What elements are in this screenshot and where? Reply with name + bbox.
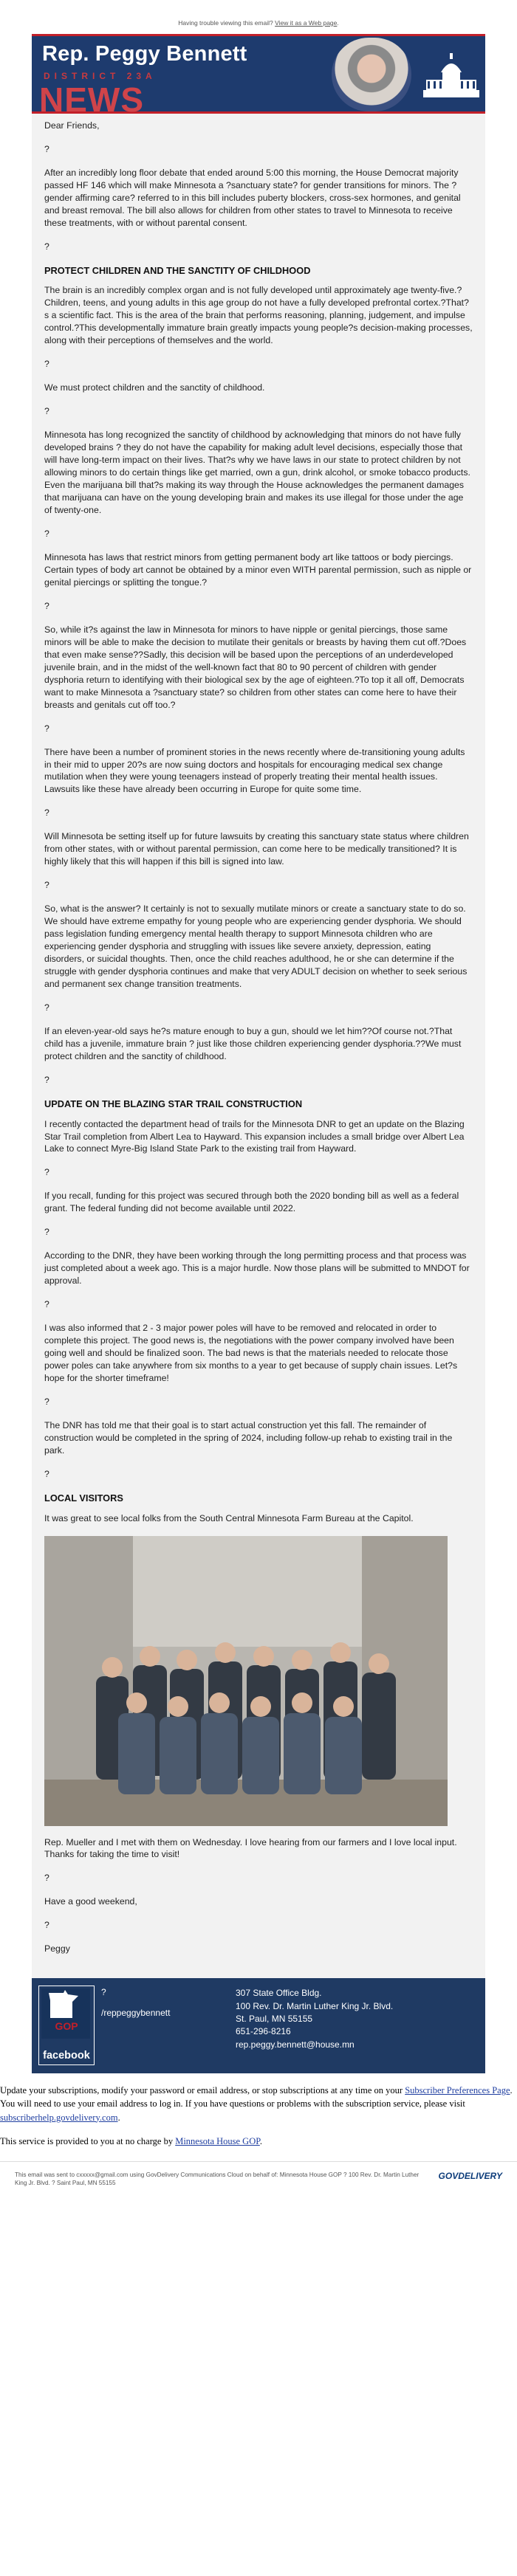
facebook-handle[interactable]: /reppeggybennett <box>101 2008 171 2019</box>
paragraph: I was also informed that 2 - 3 major power poles will have to be removed and relocated in order to complete this project. The good news is, the negotiations with the power company involved have been going well and should be finalized soon. The bad news is that the materials needed to relocate those power poles can take anywhere from six months to a year to get because of supply chain issues. Let?s hope for the shorter timeframe! <box>44 1323 458 1384</box>
spacer-text: ? <box>44 880 49 891</box>
paragraph: Minnesota has laws that restrict minors from getting permanent body art like tattoos or body piercings. Certain types of body art cannot be obtained by a minor even WITH parental permission, such as nipple or genital piercings or splitting the tongue.? <box>44 551 472 588</box>
top-note-text: Having trouble viewing this email? <box>178 19 275 27</box>
spacer-text: ? <box>44 1167 49 1178</box>
newsletter-card <box>32 34 485 2073</box>
top-note <box>0 0 517 34</box>
paragraph: I recently contacted the department head of trails for the Minnesota DNR to get an update on the Blazing Star Trail completion from Albert Lea to Hayward. This expansion includes a small bridge over Albert Lea Lake to connect Myre-Big Island State Park to the existing trail from Hayward. <box>44 1118 465 1154</box>
subscriber-help-link[interactable]: subscriberhelp.govdelivery.com <box>0 2112 118 2123</box>
spacer-text: ? <box>44 406 49 417</box>
farm-bureau-group-photo <box>44 1536 448 1826</box>
subscription-info <box>0 2073 517 2148</box>
provided-text: This service is provided to you at no charge by <box>0 2135 176 2146</box>
spacer-text: ? <box>44 723 49 734</box>
paragraph: So, what is the answer? It certainly is not to sexually mutilate minors or create a sanctuary state to do so. We should have extreme empathy for young people who are experiencing gender dysphoria. We should pass legislation funding emergency mental health therapy to support Minnesota children who are experiencing gender dysphoria and struggling with issues like severe anxiety, depression, eating disorders, or suicidal thoughts. Then, once the child reaches adulthood, he or she can determine if the struggle with gender dysphoria continues and make that very ADULT decision on whether to seek serious and permanent sex change transition treatments. <box>44 903 468 990</box>
contact-footer <box>32 1978 485 2073</box>
subscriber-preferences-link[interactable]: Subscriber Preferences Page <box>405 2085 510 2096</box>
newsletter-body <box>32 114 485 1969</box>
minnesota-house-gop-link[interactable]: Minnesota House GOP <box>175 2135 260 2146</box>
spacer-text: ? <box>44 241 49 252</box>
spacer-text: ? <box>44 1299 49 1310</box>
spacer-text: ? <box>44 1468 49 1479</box>
spacer-text: ? <box>44 1227 49 1238</box>
office-street: 100 Rev. Dr. Martin Luther King Jr. Blvd. <box>236 2000 394 2011</box>
spacer-text: ? <box>44 1002 49 1013</box>
paragraph: There have been a number of prominent stories in the news recently where de-transitioning young adults in their mid to upper 20?s are now suing doctors and hospitals for encouraging medical sex change mutilation when they were young teenagers instead of properly treating their mental health issues. Lawsuits like these have already been occurring in Europe for quite some time. <box>44 746 465 795</box>
paragraph: If you recall, funding for this project was secured through both the 2020 bonding bill as well as a federal grant. The federal funding did not become available until 2022. <box>44 1191 459 1214</box>
paragraph: Minnesota has long recognized the sanctity of childhood by acknowledging that minors do not have fully developed brains ? they do not have the capability for making adult level decisions, especially those that will have long-term impact on their lives. That?s why we have laws in our state to protect children by not allowing minors to do certain things like get married, own a gun, drink alcohol, or smoke tobacco products. Even the marijuana bill that?s making its way through the House acknowledges the permanent damages that marijuana can have on the young developing brain and makes its use illegal for those under the age of twenty-one. <box>44 430 470 515</box>
paragraph: According to the DNR, they have been working through the long permitting process and that process was just completed about a week ago. This is a major hurdle. Now those plans will be submitted to MNDOT for approval. <box>44 1250 470 1287</box>
rep-portrait <box>332 38 411 111</box>
logo-gop-text: GOP <box>55 2020 78 2033</box>
subscription-text: Update your subscriptions, modify your password or email address, or stop subscriptions at any time on your <box>0 2085 405 2096</box>
paragraph: It was great to see local folks from the South Central Minnesota Farm Bureau at the Capitol. <box>44 1512 414 1523</box>
spacer-text: ? <box>44 528 49 539</box>
view-as-web-page-link[interactable]: View it as a Web page <box>275 19 338 27</box>
paragraph: We must protect children and the sanctity of childhood. <box>44 382 265 393</box>
govdelivery-logo[interactable]: GOVDELIVERY <box>438 2170 502 2181</box>
section-title-protect-children: PROTECT CHILDREN AND THE SANCTITY OF CHILDHOOD <box>44 264 311 276</box>
paragraph: The brain is an incredibly complex organ and is not fully developed until approximately age twenty-five.?Children, teens, and young adults in this age group do not have a fully developed prefrontal cortex.?That?s a scientific fact. This is the area of the brain that performs reasoning, planning, judgement, and impulse control.?This developmentally immature brain greatly impacts young people?s decision-making processes, along with their perceptions of themselves and the world. <box>44 285 473 346</box>
spacer-text: ? <box>44 1397 49 1408</box>
paragraph: Rep. Mueller and I met with them on Wednesday. I love hearing from our farmers and I love local input. Thanks for taking the time to visit! <box>44 1836 457 1860</box>
office-building: 307 State Office Bldg. <box>236 1988 322 1999</box>
paragraph: If an eleven-year-old says he?s mature enough to buy a gun, should we let him??Of course not.?That child has a juvenile, immature brain ? just like those children experiencing gender dysphoria.??We must protect children and the sanctity of childhood. <box>44 1026 462 1061</box>
paragraph: The DNR has told me that their goal is to start actual construction yet this fall. The remainder of construction would be completed in the spring of 2024, including follow-up rehab to existing trail in the park. <box>44 1420 453 1456</box>
sent-to-note: This email was sent to cxxxxx@gmail.com using GovDelivery Communications Cloud on behalf of: Minnesota House GOP ? 100 Rev. Dr. Martin Luther King Jr. Blvd. ? Saint Paul, MN 55155 <box>15 2171 420 2187</box>
provided-by-paragraph <box>0 2135 517 2148</box>
subscription-text: . <box>117 2112 120 2123</box>
provided-text: . <box>259 2135 262 2146</box>
section-title-blazing-star-trail: UPDATE ON THE BLAZING STAR TRAIL CONSTRUCTION <box>44 1098 303 1109</box>
spacer-text: ? <box>44 1873 49 1884</box>
group-photo <box>44 1536 473 1826</box>
banner-rep-name: Rep. Peggy Bennett <box>42 42 247 66</box>
spacer-text: ? <box>44 600 49 611</box>
banner-district: DISTRICT 23A <box>44 71 157 81</box>
signature: Peggy <box>44 1943 70 1955</box>
spacer-text: ? <box>44 1074 49 1085</box>
banner-top-stripe <box>32 34 485 36</box>
greeting: Dear Friends, <box>44 120 100 131</box>
paragraph: Will Minnesota be setting itself up for future lawsuits by creating this sanctuary state status where children from other states, with or without parental permission, can come here to be medically transitioned? It is highly likely that this will happen if this bill is signed into law. <box>44 831 469 867</box>
spacer-text: ? <box>44 1920 49 1931</box>
spacer-text: ? <box>44 143 49 154</box>
office-phone: 651-296-8216 <box>236 2026 291 2037</box>
intro-paragraph: After an incredibly long floor debate that ended around 5:00 this morning, the House Democrat majority passed HF 146 which will make Minnesota a ?sanctuary state? for gender transitions for minors. The ?gender affirming care? referred to in this bill includes puberty blockers, cross-sex hormones, and genital and breast removal. The bill also allows for children from other states to travel to Minnesota to receive these treatments, with or without parental consent. <box>44 167 461 228</box>
minnesota-state-icon <box>41 1988 90 2022</box>
section-title-local-visitors: LOCAL VISITORS <box>44 1492 123 1504</box>
paragraph: So, while it?s against the law in Minnesota for minors to have nipple or genital piercings, those same minors will be able to make the decision to mutilate their genitals or breasts by having them cut off.?Does that even make sense??Sadly, this decision will be based upon the perceptions of an underdeveloped juvenile brain, and in the midst of the well-known fact that 80 to 90 percent of children with gender dysphoria return to identifying with their biological sex by the age of eighteen.?To top it all off, Democrats want to make Minnesota a ?sanctuary state? so children from other states can come here to have their breasts and genitals cut off too.? <box>44 624 467 710</box>
top-note-period: . <box>337 19 339 27</box>
subscription-paragraph <box>0 2084 517 2124</box>
footer-spacer: ? <box>101 1987 106 1998</box>
closing: Have a good weekend, <box>44 1896 137 1907</box>
header-banner <box>32 34 485 114</box>
office-address <box>236 1987 393 2051</box>
spacer-text: ? <box>44 807 49 819</box>
house-gop-facebook-logo[interactable] <box>38 1986 95 2065</box>
subscription-text: . You will need to use your email address to log in. If you have questions or problems with the subscription service, please visit <box>0 2085 513 2110</box>
office-email[interactable]: rep.peggy.bennett@house.mn <box>236 2039 355 2050</box>
spacer-text: ? <box>44 359 49 370</box>
bottom-bar <box>0 2161 517 2188</box>
office-city: St. Paul, MN 55155 <box>236 2014 313 2025</box>
capitol-dome-icon <box>420 50 482 102</box>
banner-news: NEWS <box>39 80 144 114</box>
facebook-label: facebook <box>43 2050 90 2062</box>
